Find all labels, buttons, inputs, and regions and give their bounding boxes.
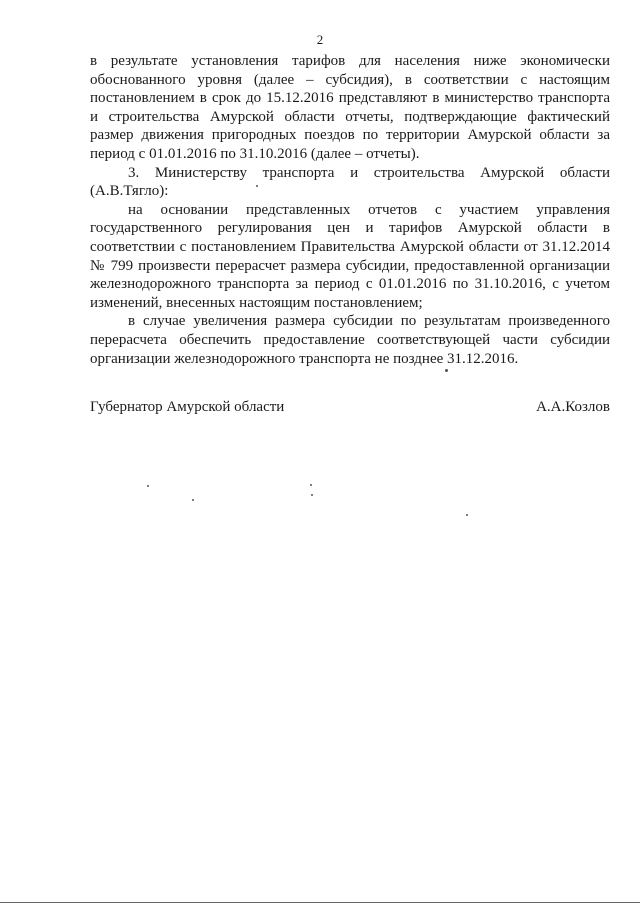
scan-speck [147,485,149,487]
document-body [90,52,610,368]
scan-edge-line [0,902,640,903]
signature-block [90,399,610,421]
paragraph-subsidy-reports: в результате установления тарифов для населения ниже экономически обоснованного уровня (далее – субсидия), в соответствии с настоящим постановлением в срок до 15.12.2016 представляют в министерство транспорта и строительства Амурской области отчеты, подтверждающие фактический размер движения пригородных поездов по территории Амурской области за период с 01.01.2016 по 31.10.2016 (далее – отчеты). [90,53,610,162]
paragraph-recalculation: на основании представленных отчетов с участием управления государственного регулирования цен и тарифов Амурской области в соответствии с постановлением Правительства Амурской области от 31.12.2014 № 799 произвести перерасчет размера субсидии, предоставленной организации железнодорожного транспорта за период с 01.01.2016 по 31.10.2016, с учетом изменений, внесенных настоящим постановлением; [90,201,610,311]
page-number: 2 [316,32,324,47]
scan-speck [445,369,448,372]
scan-speck [256,185,258,187]
paragraph-subsidy-payment: в случае увеличения размера субсидии по результатам произведенного перерасчета обеспечить предоставление соответствующей части субсидии организации железнодорожного транспорта не позднее 31.12.2016. [90,313,610,367]
scan-speck [310,484,312,486]
signatory-title: Губернатор Амурской области [90,399,285,415]
scan-speck [192,499,194,501]
scan-speck [311,494,313,496]
paragraph-ministry-instruction: 3. Министерству транспорта и строительства Амурской области (А.В.Тягло): [90,164,610,200]
signatory-name: А.А.Козлов [536,399,610,415]
scan-speck [466,514,468,516]
